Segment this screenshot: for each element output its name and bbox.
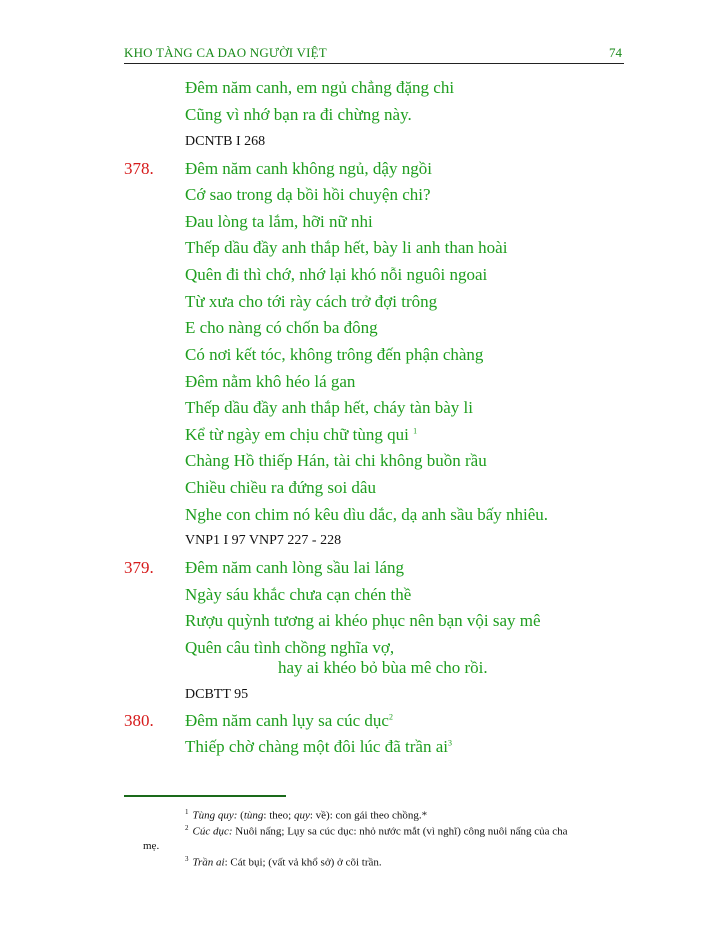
page-number: 74 (609, 45, 622, 60)
footnote-1: $^1$ Tùng quy: (tùng: theo; quy: về): con gái theo chồng.* (185, 808, 428, 822)
poem-number: 379. (124, 558, 154, 577)
footnote-3: $^3$ Trần ai: Cát bụi; (vất vả khổ sở) ở cõi trần. (185, 855, 382, 869)
verse-line: Đau lòng ta lắm, hỡi nữ nhi (185, 212, 373, 231)
verse-line: Đêm năm canh lòng sầu lai láng (185, 558, 405, 577)
verse-line: Quên đi thì chớ, nhớ lại khó nỗi nguôi ngoai (185, 265, 488, 284)
verse-text: Thiếp chờ chàng một đôi lúc đã trần ai (185, 737, 448, 756)
poem-number: 378. (124, 159, 154, 178)
verse-text: Kể từ ngày em chịu chữ tùng qui (185, 425, 409, 444)
verse-line: Thếp dầu đầy anh thắp hết, cháy tàn bày li (185, 398, 473, 417)
footnote-2: $^2$ Cúc dục: Nuôi nấng; Lụy sa cúc dục: nhỏ nước mắt (vì nghĩ) công nuôi nấng của cha (185, 824, 568, 838)
verse-line: Ngày sáu khắc chưa cạn chén thề (185, 585, 412, 604)
source-reference: DCNTB I 268 (185, 134, 266, 149)
footnote-2-continuation: mẹ. (143, 840, 160, 852)
page-header (124, 45, 624, 64)
footnote-marker: 3 (447, 738, 452, 748)
source-reference: DCBTT 95 (185, 687, 249, 702)
footnote-marker: 1 (413, 426, 418, 436)
verse-line: Đêm năm canh không ngủ, dậy ngồi (185, 159, 432, 178)
verse-text: Đêm năm canh lụy sa cúc dục (185, 711, 389, 730)
verse-line: Rượu quỳnh tương ai khéo phục nên bạn vội say mê (185, 611, 541, 630)
footnote-divider (124, 795, 286, 797)
verse-line: Đêm năm canh, em ngủ chẳng đặng chi (185, 78, 455, 97)
footnote-marker: 2 (388, 712, 393, 722)
verse-line: Quên câu tình chồng nghĩa vợ, (185, 638, 395, 657)
source-reference: VNP1 I 97 VNP7 227 - 228 (185, 533, 342, 548)
verse-line (185, 425, 417, 445)
verse-line: Đêm nằm khô héo lá gan (185, 372, 356, 391)
verse-line: E cho nàng có chốn ba đông (185, 318, 378, 337)
verse-line: Từ xưa cho tới rày cách trở đợi trông (185, 292, 438, 311)
verse-line: Cũng vì nhớ bạn ra đi chừng này. (185, 105, 412, 124)
verse-line (185, 711, 393, 731)
poem-number: 380. (124, 711, 154, 730)
verse-line: Có nơi kết tóc, không trông đến phận chàng (185, 345, 484, 364)
verse-line: Nghe con chim nó kêu dìu dắc, dạ anh sầu bấy nhiêu. (185, 505, 549, 524)
verse-line (185, 737, 452, 757)
verse-line: Thếp dầu đầy anh thắp hết, bày li anh than hoài (185, 238, 508, 257)
verse-line: Chàng Hồ thiếp Hán, tài chi không buồn rầu (185, 451, 487, 470)
verse-line-indented: hay ai khéo bỏ bùa mê cho rồi. (278, 658, 488, 677)
book-title: KHO TÀNG CA DAO NGƯỜI VIỆT (124, 45, 327, 60)
verse-line: Cớ sao trong dạ bồi hồi chuyện chi? (185, 185, 431, 204)
verse-line: Chiều chiều ra đứng soi dâu (185, 478, 376, 497)
